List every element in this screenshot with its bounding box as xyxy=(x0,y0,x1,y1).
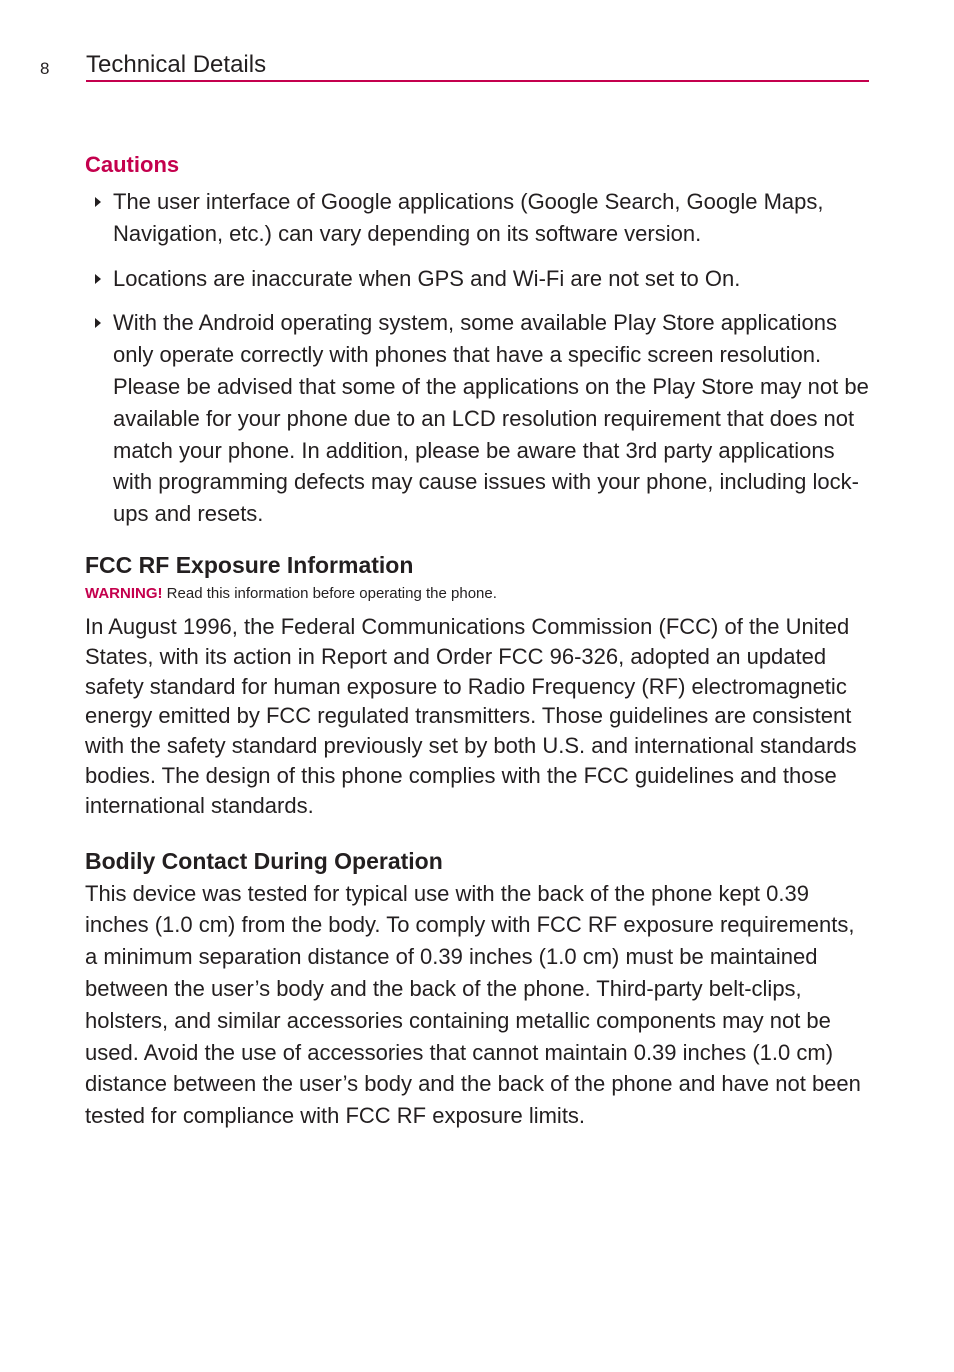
bodily-title: Bodily Contact During Operation xyxy=(85,847,443,874)
warning-note xyxy=(85,584,871,604)
list-item xyxy=(85,307,871,530)
fcc-body: In August 1996, the Federal Communications Commission (FCC) of the United States, with its action in Report and Order FCC 96-326, adopted an updated safety standard for human exposure to Radio Frequency (RF) electromagnetic energy emitted by FCC regulated transmitters. Those guidelines are consistent with the safety standard previously set by both U.S. and international standards bodies. The design of this phone complies with the FCC guidelines and those international standards. xyxy=(85,613,857,818)
warning-label: WARNING! xyxy=(85,584,163,602)
triangle-bullet-icon xyxy=(95,197,101,207)
triangle-bullet-icon xyxy=(95,318,101,328)
list-item xyxy=(85,263,871,295)
list-item-text: Locations are inaccurate when GPS and Wi-Fi are not set to On. xyxy=(113,265,741,291)
page-number: 8 xyxy=(40,59,50,78)
page-content xyxy=(85,150,871,1132)
warning-text: Read this information before operating the phone. xyxy=(166,584,497,602)
list-item xyxy=(85,186,871,250)
running-header: Technical Details xyxy=(86,49,869,82)
triangle-bullet-icon xyxy=(95,274,101,284)
fcc-title: FCC RF Exposure Information xyxy=(85,551,414,578)
cautions-title: Cautions xyxy=(85,152,180,177)
list-item-text: The user interface of Google applications (Google Search, Google Maps, Navigation, etc.) can vary depending on its software version. xyxy=(113,189,824,246)
cautions-list xyxy=(85,186,871,530)
list-item-text: With the Android operating system, some available Play Store applications only operate correctly with phones that have a specific screen resolution. Please be advised that some of the applications on the Play Store may not be available for your phone due to an LCD resolution requirement that does not match your phone. In addition, please be aware that 3rd party applications with programming defects may cause issues with your phone, including lock-ups and resets. xyxy=(113,310,869,527)
bodily-body: This device was tested for typical use with the back of the phone kept 0.39 inches (1.0 cm) from the body. To comply with FCC RF exposure requirements, a minimum separation distance of 0.39 inches (1.0 cm) must be maintained between the user’s body and the back of the phone. Third-party belt-clips, holsters, and similar accessories containing metallic components may not be used. Avoid the use of accessories that cannot maintain 0.39 inches (1.0 cm) distance between the user’s body and the back of the phone and have not been tested for compliance with FCC RF exposure limits. xyxy=(85,880,861,1129)
